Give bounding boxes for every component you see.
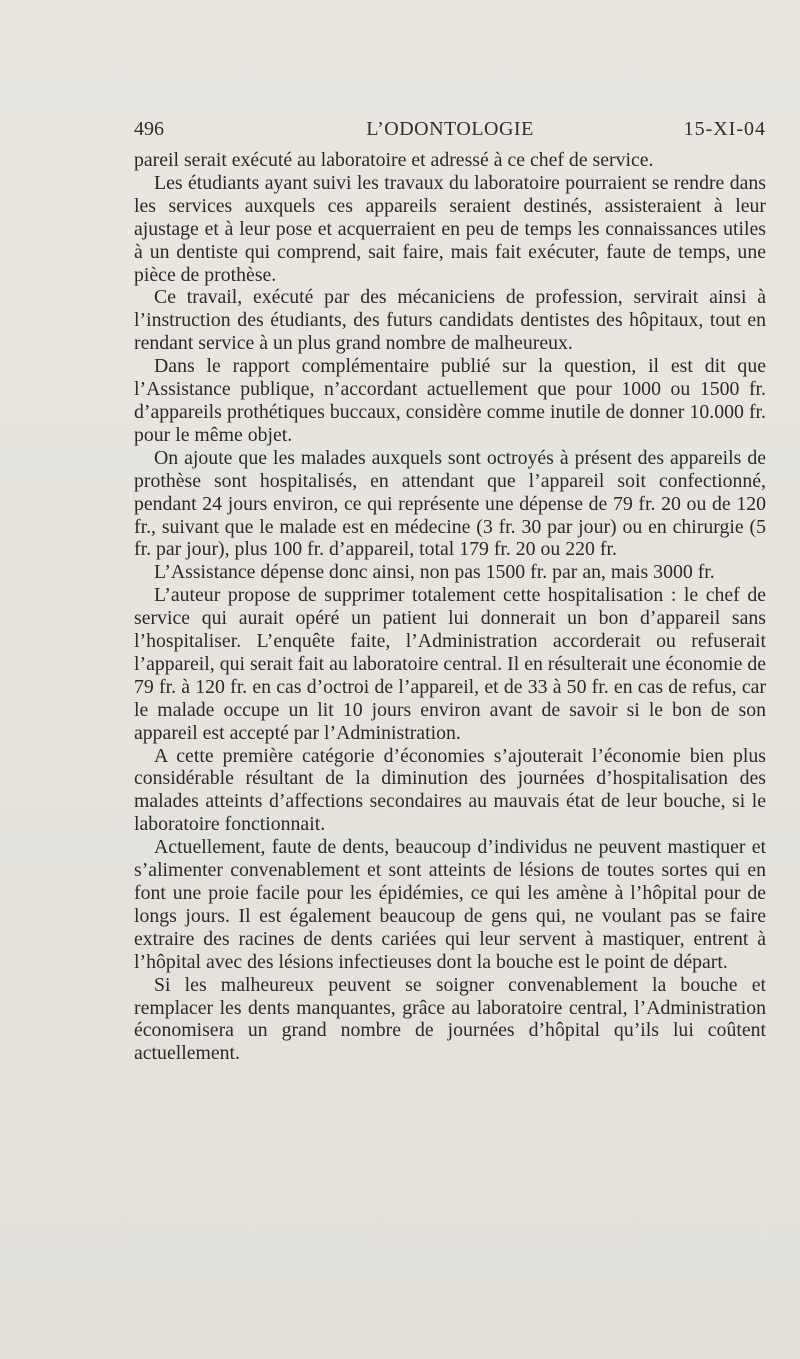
- paragraph: Les étudiants ayant suivi les travaux du laboratoire pourraient se rendre dans les services auxquels ces appareils seraient destinés, assisteraient à leur ajustage et à leur pose et acquerraient en peu de temps les connaissances utiles à un dentiste qui comprend, sait faire, mais fait exécuter, faute de temps, une pièce de prothèse.: [134, 171, 766, 286]
- paragraph: Dans le rapport complémentaire publié sur la question, il est dit que l’Assistance publique, n’accordant actuellement que pour 1000 ou 1500 fr. d’appareils prothétiques buccaux, considère comme inutile de donner 10.000 fr. pour le même objet.: [134, 355, 766, 446]
- paragraph: A cette première catégorie d’économies s’ajouterait l’économie bien plus considérable résultant de la diminution des journées d’hospitalisation des malades atteints d’affections secondaires au mauvais état de leur bouche, si le laboratoire fonctionnait.: [134, 744, 766, 836]
- issue-date: 15-XI-04: [683, 118, 766, 140]
- paragraph: On ajoute que les malades auxquels sont octroyés à présent des appareils de prothèse sont hospitalisés, en attendant que l’appareil soit confectionné, pendant 24 jours environ, ce qui représente une dépense de 79 fr. 20 ou de 120 fr., suivant que le malade est en médecine (3 fr. 30 par jour) ou en chirurgie (5 fr. par jour), plus 100 fr. d’appareil, total 179 fr. 20 ou 220 fr.: [134, 446, 766, 561]
- paragraph: pareil serait exécuté au laboratoire et adressé à ce chef de service.: [134, 149, 654, 171]
- paragraph: Actuellement, faute de dents, beaucoup d’individus ne peuvent mastiquer et s’alimenter convenablement et sont atteints de lésions de toutes sortes qui en font une proie facile pour les épidémies, ce qui les amène à l’hôpital pour de longs jours. Il est également beaucoup de gens qui, ne voulant pas se faire extraire des racines de dents cariées qui leur servent à mastiquer, entrent à l’hôpital avec des lésions infectieuses dont la bouche est le point de départ.: [134, 836, 766, 973]
- page-number: 496: [134, 118, 164, 140]
- paragraph: Si les malheureux peuvent se soigner convenablement la bouche et remplacer les dents manquantes, grâce au laboratoire central, l’Administration économisera un grand nombre de journées d’hôpital qu’ils lui coûtent actuellement.: [134, 973, 766, 1065]
- journal-title: L’ODONTOLOGIE: [366, 118, 534, 140]
- running-header: [134, 118, 766, 144]
- body-text: [134, 149, 766, 1065]
- paragraph: L’auteur propose de supprimer totalement cette hospitalisation : le chef de service qui aurait opéré un patient lui donnerait un bon d’appareil sans l’hospitaliser. L’enquête faite, l’Administration accorderait ou refuserait l’appareil, qui serait fait au laboratoire central. Il en résulterait une économie de 79 fr. à 120 fr. en cas d’octroi de l’appareil, et de 33 à 50 fr. en cas de refus, car le malade occupe un lit 10 jours environ avant de savoir si le bon de son appareil est accepté par l’Administration.: [134, 584, 766, 744]
- paragraph: L’Assistance dépense donc ainsi, non pas 1500 fr. par an, mais 3000 fr.: [154, 561, 715, 584]
- paragraph: Ce travail, exécuté par des mécaniciens de profession, servirait ainsi à l’instruction des étudiants, des futurs candidats dentistes des hôpitaux, tout en rendant service à un plus grand nombre de malheureux.: [134, 286, 766, 355]
